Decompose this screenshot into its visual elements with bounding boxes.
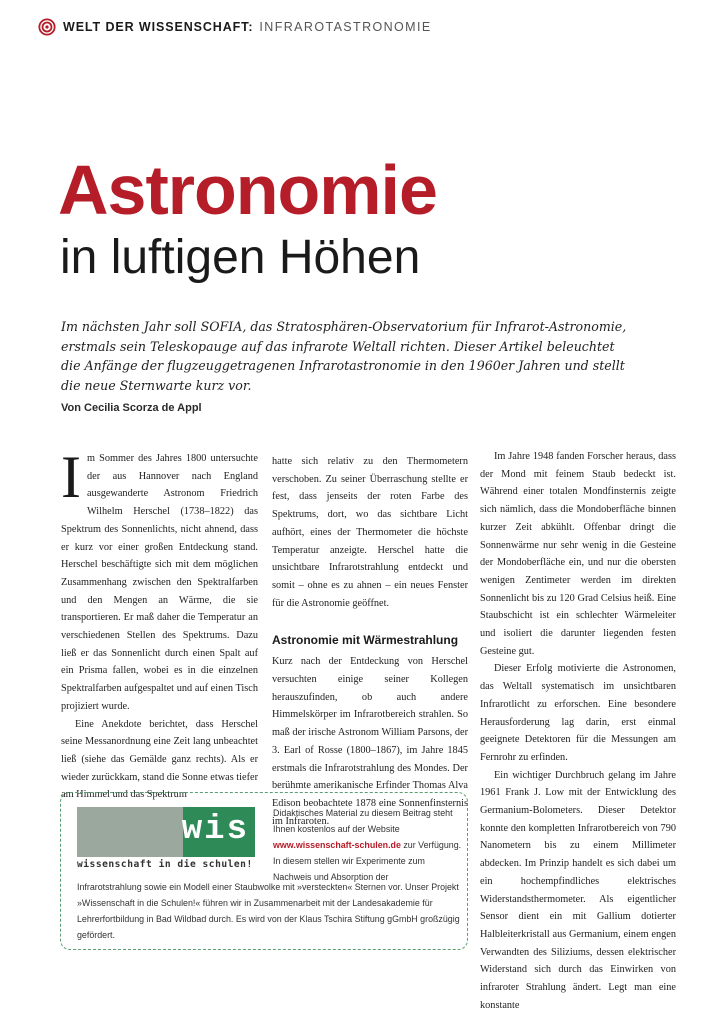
wis-logo-letters: wis — [181, 811, 249, 849]
lead-line: die neue Sternwarte kurz vor. — [61, 377, 252, 393]
dropcap: I — [61, 444, 81, 510]
article-subtitle: in luftigen Höhen — [60, 231, 421, 284]
website-link[interactable]: www.wissenschaft-schulen.de — [273, 840, 401, 850]
paragraph: m Sommer des Jahres 1800 untersuchte der aus Hannover nach England ausgewanderte Astronom Friedrich Wilhelm Herschel (1738–1822) das Spektrum des Sonnenlichts, nicht ahnend, dass er kurz vor einer großen Entdeckung stand. Herschel beschäftigte sich mit dem möglichen Zusammenhang zwischen den Spektralfarben und den Mengen an Wärme, die sie transportieren. Er maß daher die Temperatur an verschiedenen Stellen des Spektrums. Dazu ließ er das Sonnenlicht durch einen Spalt auf ein Prisma fallen, wobei es in die einzelnen Spektralfarben aufgespaltet und auf einen Tisch projiziert wurde. — [61, 453, 258, 712]
paragraph: Eine Anekdote berichtet, dass Herschel seine Messanordnung eine Zeit lang unbeachtet ließ (siehe das Gemälde ganz rechts). Als er wieder zurückkam, stand die Sonne etwas tiefer am Himmel und das Spektrum — [61, 718, 258, 801]
topic-label: INFRAROTASTRONOMIE — [259, 20, 432, 34]
paragraph: Ein wichtiger Durchbruch gelang im Jahre 1961 Frank J. Low mit der Entwicklung des Germanium-Bolometers. Dieser Detektor konnte den kompletten Infrarotbereich von 790 Nanometern bis zu einem Millimeter abdecken. Im Prinzip handelt es sich dabei um ein hochempfindliches elektrisches Widerstandsthermometer. Als eigentlicher Sensor dient ein mit Gallium dotierter Halbleiterkristall aus Germanium, einem engen Verwandten des Siliziums, dessen elektrischer Widerstand sich durch das Einwirken von infraroter Strahlung ändert. Legt man eine konstante — [480, 769, 676, 1011]
red-spiral-logo-icon — [38, 18, 56, 36]
lead-line: Im nächsten Jahr soll SOFIA, das Stratosphären-Observatorium für Infrarot-Astronomie, — [61, 319, 627, 334]
paragraph: Im Jahre 1948 fanden Forscher heraus, dass der Mond mit feinem Staub bedeckt ist. Während einer totalen Mondfinsternis zeigte sich nämlich, dass die Mondoberfläche binnen kurzer Zeit abkühlt. Offenbar dringt die Sonnenwärme nur sehr wenig in die Gesteine der Mondoberfläche ein, und nur die obersten wenigen Zentimeter werden im direkten Sonnenlicht bis zu 120 Grad Celsius heiß. Eine Staubschicht ist ein schlechter Wärmeleiter und isoliert die darunter liegenden festen Gesteine gut. — [480, 451, 676, 657]
wis-logo-caption: wissenschaft in die schulen! — [77, 859, 253, 870]
paragraph: hatte sich relativ zu den Thermometern verschoben. Zu seiner Überraschung stellte er fest, dass jenseits der roten Farbe des Spektrums, dort, wo das sichtbare Licht aufhört, eines der Thermometer die höchste Temperatur anzeigte. Herschel hatte die unsichtbare Infrarotstrahlung entdeckt und somit – ohne es zu ahnen – ein neues Fenster für die Astronomie geöffnet. — [272, 456, 468, 609]
text-column-3 — [480, 448, 676, 1011]
text-column-2 — [272, 453, 468, 830]
lead-line: erstmals sein Teleskopauge auf das infrarote Weltall richten. Dieser Artikel beleuchtet — [61, 338, 615, 354]
page-header — [38, 14, 678, 40]
info-box-text — [273, 805, 463, 885]
section-heading: Astronomie mit Wärmestrahlung — [272, 633, 459, 648]
section-label: WELT DER WISSENSCHAFT: — [63, 20, 254, 34]
wis-logo — [77, 807, 255, 857]
paragraph: Kurz nach der Entdeckung von Herschel versuchten einige seiner Kollegen herauszufinden, ob auch andere Himmelskörper im Infrarotbereich strahlen. So maß der irische Astronom William Parsons, der 3. Earl of Rosse (1800–1867), im Jahre 1845 erstmals die Infrarotstrahlung des Mondes. Der berühmte amerikanische Erfinder Thomas Alva Edison beobachtete 1878 eine Sonnenfinsternis im Infraroten. — [272, 656, 468, 827]
paragraph: Dieser Erfolg motivierte die Astronomen, das Weltall systematisch im unsichtbaren Infrarotlicht zu erforschen. Eine besondere Herausforderung lag darin, erst einmal geeignete Detektoren für die Messungen am Fernrohr zu erfinden. — [480, 663, 676, 763]
lead-paragraph — [61, 317, 627, 395]
author-byline: Von Cecilia Scorza de Appl — [61, 402, 202, 414]
article-title: Astronomie — [58, 151, 437, 229]
text-column-1 — [61, 444, 258, 804]
lead-line: die Anfänge der flugzeuggetragenen Infrarotastronomie in den 1960er Jahren und stellt — [61, 358, 625, 373]
info-box-text-bottom: Infrarotstrahlung sowie ein Modell einer Staubwolke mit »versteckten« Sternen vor. Unser Projekt »Wissenschaft in die Schulen!« führen wir in Zusammenarbeit mit der Landesakademie für Lehrerfortbildung in Bad Wildbad durch. Es wird von der Klaus Tschira Stiftung gGmbH großzügig gefördert. — [77, 882, 460, 940]
info-text-after: zur Verfügung. In diesem stellen wir Experimente zum Nachweis und Absorption der — [273, 840, 462, 882]
info-text-before: Didaktisches Material zu diesem Beitrag steht Ihnen kostenlos auf der Website — [273, 808, 453, 834]
info-box — [60, 792, 468, 950]
